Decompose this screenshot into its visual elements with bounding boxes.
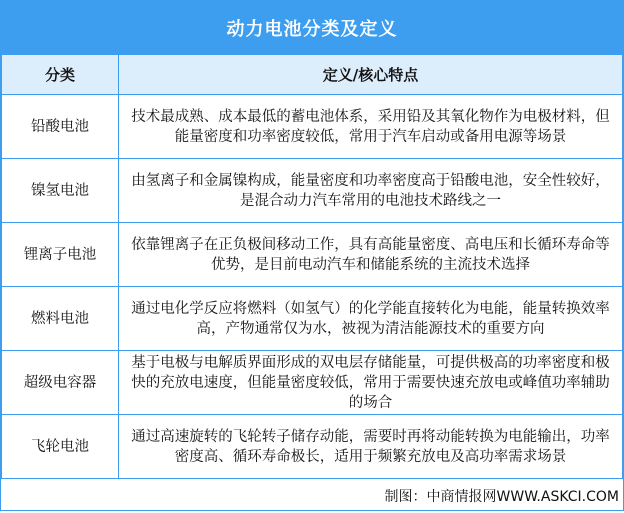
table-row [2, 223, 623, 287]
table-title: 动力电池分类及定义 [1, 1, 623, 54]
category-cell: 铅酸电池 [2, 95, 119, 159]
table-row [2, 351, 623, 415]
category-cell: 燃料电池 [2, 287, 119, 351]
table-row [2, 95, 623, 159]
category-cell: 超级电容器 [2, 351, 119, 415]
header-definition: 定义/核心特点 [119, 55, 623, 95]
definition-cell: 通过电化学反应将燃料（如氢气）的化学能直接转化为电能，能量转换效率高，产物通常仅为水，被视为清洁能源技术的重要方向 [119, 287, 623, 351]
category-cell: 飞轮电池 [2, 415, 119, 479]
table-row [2, 415, 623, 479]
definition-cell: 由氢离子和金属镍构成，能量密度和功率密度高于铅酸电池，安全性较好，是混合动力汽车常用的电池技术路线之一 [119, 159, 623, 223]
category-cell: 锂离子电池 [2, 223, 119, 287]
definition-cell: 通过高速旋转的飞轮转子储存动能，需要时再将动能转换为电能输出，功率密度高、循环寿命极长，适用于频繁充放电及高功率需求场景 [119, 415, 623, 479]
battery-table [1, 54, 623, 479]
definition-cell: 依靠锂离子在正负极间移动工作，具有高能量密度、高电压和长循环寿命等优势，是目前电动汽车和储能系统的主流技术选择 [119, 223, 623, 287]
table-row [2, 159, 623, 223]
source-footer: 制图：中商情报网WWW.ASKCI.COM [384, 489, 619, 505]
table-row [2, 287, 623, 351]
definition-cell: 基于电极与电解质界面形成的双电层存储能量，可提供极高的功率密度和极快的充放电速度，但能量密度较低，常用于需要快速充放电或峰值功率辅助的场合 [119, 351, 623, 415]
definition-cell: 技术最成熟、成本最低的蓄电池体系，采用铅及其氧化物作为电极材料，但能量密度和功率密度较低，常用于汽车启动或备用电源等场景 [119, 95, 623, 159]
category-cell: 镍氢电池 [2, 159, 119, 223]
header-category: 分类 [2, 55, 119, 95]
